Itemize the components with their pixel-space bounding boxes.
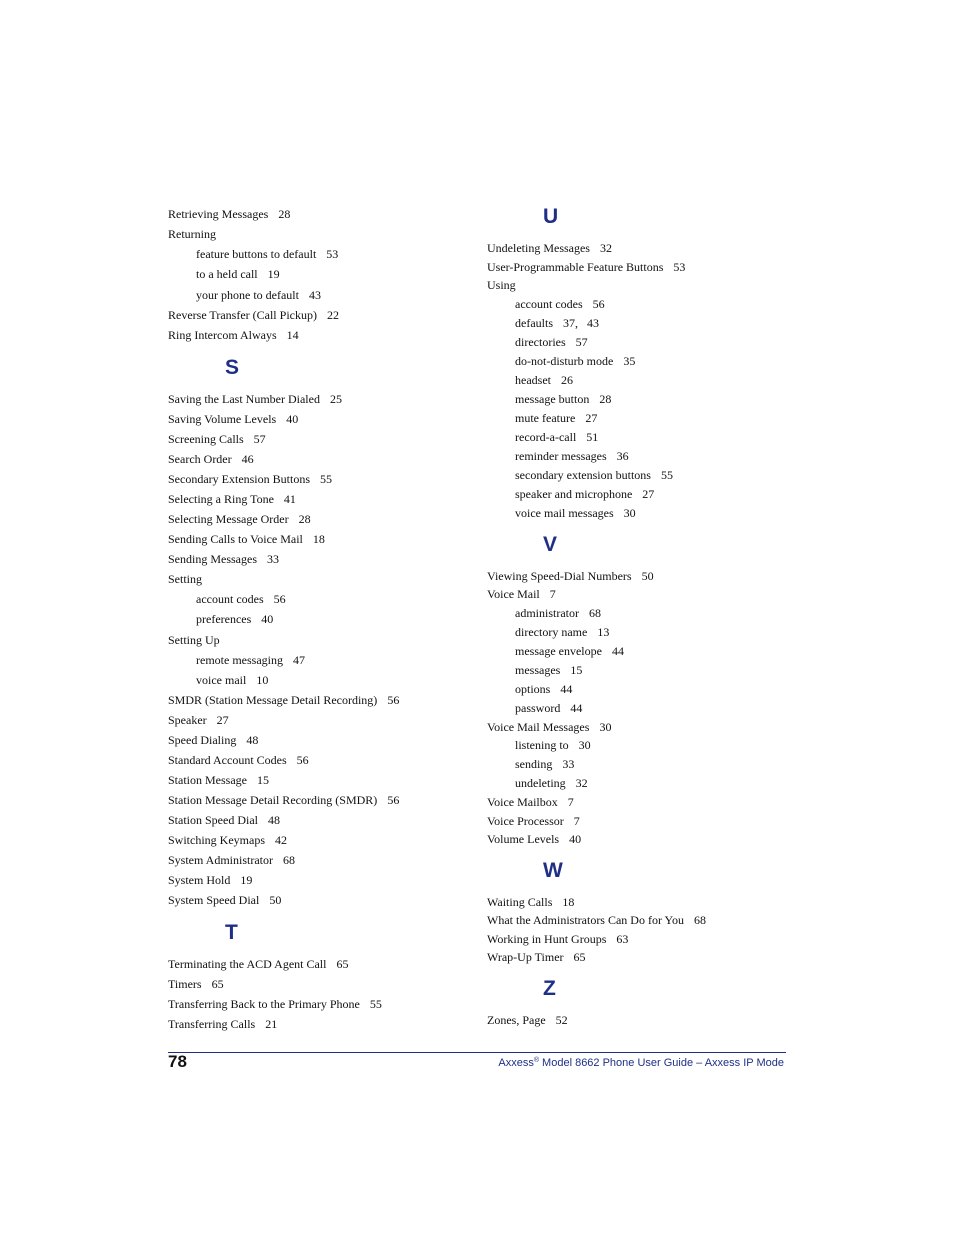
section-letter-t: T [225, 921, 238, 945]
index-page-ref: 44 [611, 643, 624, 658]
index-page-ref: 53 [326, 247, 339, 261]
index-term: do-not-disturb mode [515, 353, 614, 368]
index-term: directory name [515, 624, 588, 639]
index-entry [487, 585, 556, 603]
index-term: account codes [196, 591, 264, 606]
index-page-ref: 26 [560, 372, 573, 387]
index-term: Using [487, 278, 516, 292]
index-term: listening to [515, 738, 569, 752]
index-entry [168, 490, 296, 508]
index-term: voice mail [196, 672, 247, 687]
index-term: message button [515, 391, 590, 406]
index-page-ref: 25 [329, 391, 342, 406]
index-entry [168, 205, 290, 223]
index-page-ref: 33 [562, 757, 575, 771]
index-term: Voice Mail [487, 587, 540, 601]
index-term: options [515, 681, 551, 696]
index-term: preferences [196, 612, 252, 627]
index-page-ref: 55 [319, 471, 332, 486]
index-subentry [168, 286, 321, 304]
index-entry [168, 326, 299, 344]
index-term: Transferring Calls [168, 1017, 256, 1032]
index-subentry [487, 447, 629, 465]
index-page-ref: 21 [265, 1017, 278, 1032]
index-page-ref: 55 [369, 997, 382, 1012]
index-term: password [515, 700, 561, 715]
index-subentry [487, 680, 572, 698]
index-term: Undeleting Messages [487, 241, 590, 255]
index-entry [487, 812, 580, 830]
index-term: Setting [168, 571, 203, 586]
index-page-ref: 63 [616, 931, 629, 946]
index-page-ref: 40 [569, 832, 582, 846]
index-page-ref: 55 [660, 467, 673, 482]
index-term: Wrap-Up Timer [487, 950, 564, 964]
index-page-ref: 68 [588, 605, 601, 620]
index-term: administrator [515, 605, 579, 620]
index-entry [168, 831, 287, 849]
index-term: Viewing Speed-Dial Numbers [487, 568, 632, 583]
index-term: account codes [515, 296, 583, 311]
index-subentry [487, 604, 601, 622]
index-page-ref: 30 [578, 738, 591, 752]
index-entry [168, 570, 202, 588]
index-term: Ring Intercom Always [168, 327, 277, 342]
index-entry [487, 893, 574, 911]
index-subentry [487, 390, 611, 408]
index-entry [168, 450, 254, 468]
index-subentry [487, 352, 635, 370]
index-page-ref: 28 [298, 511, 311, 526]
index-term: voice mail messages [515, 505, 614, 520]
index-term: sending [515, 757, 553, 771]
index-term: Zones, Page [487, 1012, 546, 1027]
index-page-ref: 52 [555, 1012, 568, 1027]
index-term: defaults [515, 315, 553, 330]
index-subentry [168, 610, 273, 628]
section-letter-z: Z [543, 976, 556, 1000]
index-term: Speaker [168, 713, 207, 728]
section-letter-u: U [543, 205, 559, 228]
index-term: message envelope [515, 643, 602, 658]
index-term: Voice Processor [487, 813, 564, 828]
index-term: Screening Calls [168, 431, 244, 446]
index-page-ref: 35 [623, 353, 636, 368]
index-subentry [487, 371, 573, 389]
index-term: Saving the Last Number Dialed [168, 391, 320, 406]
index-page-ref: 27 [216, 713, 229, 728]
index-page-ref: 57 [575, 334, 588, 349]
index-entry [487, 239, 612, 257]
index-term: User-Programmable Feature Buttons [487, 259, 664, 274]
index-subentry [168, 265, 280, 283]
index-term: secondary extension buttons [515, 467, 651, 482]
index-entry [487, 276, 516, 294]
index-page-ref: 19 [240, 873, 253, 888]
index-page-ref: 22 [326, 307, 339, 322]
index-page-ref: 44 [560, 681, 573, 696]
index-page-ref: 37, 43 [563, 315, 599, 330]
index-term: undeleting [515, 776, 566, 790]
index-page-ref: 46 [241, 451, 254, 466]
index-term: Retrieving Messages [168, 207, 269, 221]
index-term: directories [515, 334, 566, 349]
index-entry [168, 995, 382, 1013]
index-subentry [487, 736, 591, 754]
index-subentry [168, 671, 268, 689]
index-subentry [487, 409, 597, 427]
section-letter-w: W [543, 858, 563, 882]
index-entry [487, 567, 654, 585]
index-entry [487, 911, 706, 929]
index-term: record-a-call [515, 429, 577, 444]
index-term: Station Message Detail Recording (SMDR) [168, 793, 378, 808]
index-term: Volume Levels [487, 832, 560, 846]
index-entry [168, 510, 311, 528]
index-page-ref: 30 [599, 719, 612, 734]
index-page-ref: 48 [268, 813, 280, 828]
index-subentry [487, 642, 624, 660]
index-term: Speed Dialing [168, 733, 237, 748]
index-term: Sending Calls to Voice Mail [168, 531, 303, 546]
index-term: mute feature [515, 410, 576, 425]
index-entry [168, 871, 252, 889]
index-term: Search Order [168, 451, 232, 466]
index-entry [168, 1015, 277, 1033]
index-page-ref: 30 [623, 505, 636, 520]
index-term: Returning [168, 227, 216, 241]
index-subentry [487, 428, 598, 446]
index-entry [168, 791, 399, 809]
index-term: remote messaging [196, 652, 283, 667]
index-term: feature buttons to default [196, 247, 317, 261]
index-page-ref: 65 [211, 977, 224, 992]
section-letter-s: S [225, 355, 240, 379]
footer-brand: Axxess [498, 1057, 534, 1069]
index-subentry [487, 295, 605, 313]
index-term: speaker and microphone [515, 486, 633, 501]
footer-rule [168, 1052, 786, 1053]
index-entry [168, 390, 342, 408]
index-entry [487, 718, 611, 736]
index-page-ref: 33 [267, 551, 279, 566]
index-subentry [487, 314, 599, 332]
footer-rest: Model 8662 Phone User Guide – Axxess IP Mode [539, 1057, 784, 1069]
index-page-ref: 18 [562, 894, 575, 909]
index-subentry [168, 590, 286, 608]
index-entry [487, 948, 586, 966]
index-term: Timers [168, 977, 202, 992]
index-term: Selecting a Ring Tone [168, 491, 274, 506]
index-page-ref: 65 [336, 957, 349, 972]
index-term: What the Administrators Can Do for You [487, 913, 684, 927]
index-subentry [487, 333, 588, 351]
index-page-ref: 7 [567, 795, 574, 809]
index-term: Selecting Message Order [168, 511, 289, 526]
index-term: System Speed Dial [168, 893, 260, 908]
section-letter-v: V [543, 532, 558, 556]
index-entry [168, 771, 269, 789]
index-page-ref: 18 [312, 531, 325, 546]
index-page-ref: 47 [292, 652, 305, 667]
index-entry [168, 891, 281, 909]
index-term: Voice Mail Messages [487, 719, 590, 734]
index-page-ref: 32 [575, 776, 588, 790]
index-term: Voice Mailbox [487, 795, 558, 809]
index-entry [168, 306, 339, 324]
index-page-ref: 43 [308, 287, 321, 302]
index-page-ref: 48 [246, 733, 259, 748]
index-page-ref: 15 [257, 773, 269, 788]
index-page-ref: 40 [261, 612, 274, 627]
index-subentry [487, 623, 609, 641]
index-term: System Hold [168, 873, 231, 888]
index-term: Sending Messages [168, 551, 257, 566]
index-entry [168, 530, 325, 548]
index-entry [487, 930, 628, 948]
index-subentry [487, 661, 582, 679]
index-page-ref: 51 [586, 429, 599, 444]
index-term: messages [515, 662, 561, 677]
index-page-ref: 19 [267, 267, 280, 282]
index-entry [168, 955, 348, 973]
index-page-ref: 27 [585, 410, 598, 425]
footer-title [498, 1054, 784, 1070]
index-page-ref: 56 [387, 793, 400, 808]
index-term: Waiting Calls [487, 894, 553, 909]
index-term: your phone to default [196, 287, 299, 302]
index-term: Switching Keymaps [168, 833, 265, 848]
index-entry [168, 711, 229, 729]
index-page-ref: 14 [286, 327, 299, 342]
index-page-ref: 15 [570, 662, 583, 677]
index-subentry [487, 504, 636, 522]
index-term: reminder messages [515, 448, 607, 463]
index-term: Reverse Transfer (Call Pickup) [168, 307, 317, 322]
index-page-ref: 28 [599, 391, 612, 406]
index-term: Standard Account Codes [168, 753, 287, 768]
index-page-ref: 53 [673, 259, 686, 274]
index-term: System Administrator [168, 853, 273, 868]
index-page-ref: 7 [549, 587, 556, 601]
index-entry [168, 691, 399, 709]
index-subentry [168, 651, 305, 669]
index-page-ref: 56 [387, 693, 400, 708]
index-entry [168, 470, 332, 488]
index-entry [168, 430, 266, 448]
registered-mark: ® [533, 1057, 539, 1064]
index-page-ref: 56 [296, 753, 309, 768]
index-entry [168, 410, 298, 428]
index-page-ref: 13 [597, 624, 610, 639]
index-page-ref: 56 [592, 296, 605, 311]
index-entry [168, 731, 258, 749]
index-term: SMDR (Station Message Detail Recording) [168, 693, 378, 708]
index-entry [168, 811, 280, 829]
index-term: headset [515, 372, 551, 387]
index-term: Terminating the ACD Agent Call [168, 957, 327, 972]
index-entry [168, 550, 279, 568]
index-entry [168, 631, 220, 649]
index-page-ref: 28 [278, 207, 291, 221]
index-entry [487, 793, 574, 811]
index-page-ref: 40 [286, 411, 299, 426]
index-term: Station Message [168, 773, 247, 788]
index-subentry [168, 245, 338, 263]
index-entry [168, 851, 295, 869]
index-page-ref: 68 [283, 853, 295, 868]
index-entry [487, 830, 581, 848]
index-page-ref: 42 [275, 833, 287, 848]
index-page-ref: 27 [642, 486, 655, 501]
index-term: Setting Up [168, 632, 220, 647]
index-term: to a held call [196, 267, 258, 282]
index-page-ref: 65 [573, 950, 586, 964]
index-subentry [487, 774, 588, 792]
index-term: Transferring Back to the Primary Phone [168, 997, 360, 1012]
index-term: Working in Hunt Groups [487, 931, 607, 946]
index-term: Secondary Extension Buttons [168, 471, 310, 486]
index-entry [487, 258, 685, 276]
index-subentry [487, 699, 582, 717]
index-page-ref: 56 [273, 591, 286, 606]
index-term: Saving Volume Levels [168, 411, 277, 426]
index-page-ref: 36 [616, 448, 629, 463]
index-page-ref: 32 [599, 241, 612, 255]
index-page-ref: 68 [694, 913, 706, 927]
index-subentry [487, 466, 673, 484]
index-page-ref: 44 [570, 700, 583, 715]
index-subentry [487, 755, 574, 773]
index-page-ref: 10 [256, 672, 269, 687]
index-entry [168, 751, 309, 769]
index-subentry [487, 485, 654, 503]
index-entry [168, 975, 224, 993]
index-entry [168, 225, 216, 243]
index-page-ref: 50 [269, 893, 282, 908]
index-entry [487, 1011, 568, 1029]
index-page-ref: 50 [641, 568, 654, 583]
index-term: Station Speed Dial [168, 813, 258, 828]
index-page-ref: 7 [573, 813, 580, 828]
index-page-ref: 57 [253, 431, 266, 446]
page-number: 78 [168, 1052, 187, 1071]
index-page-ref: 41 [283, 491, 296, 506]
